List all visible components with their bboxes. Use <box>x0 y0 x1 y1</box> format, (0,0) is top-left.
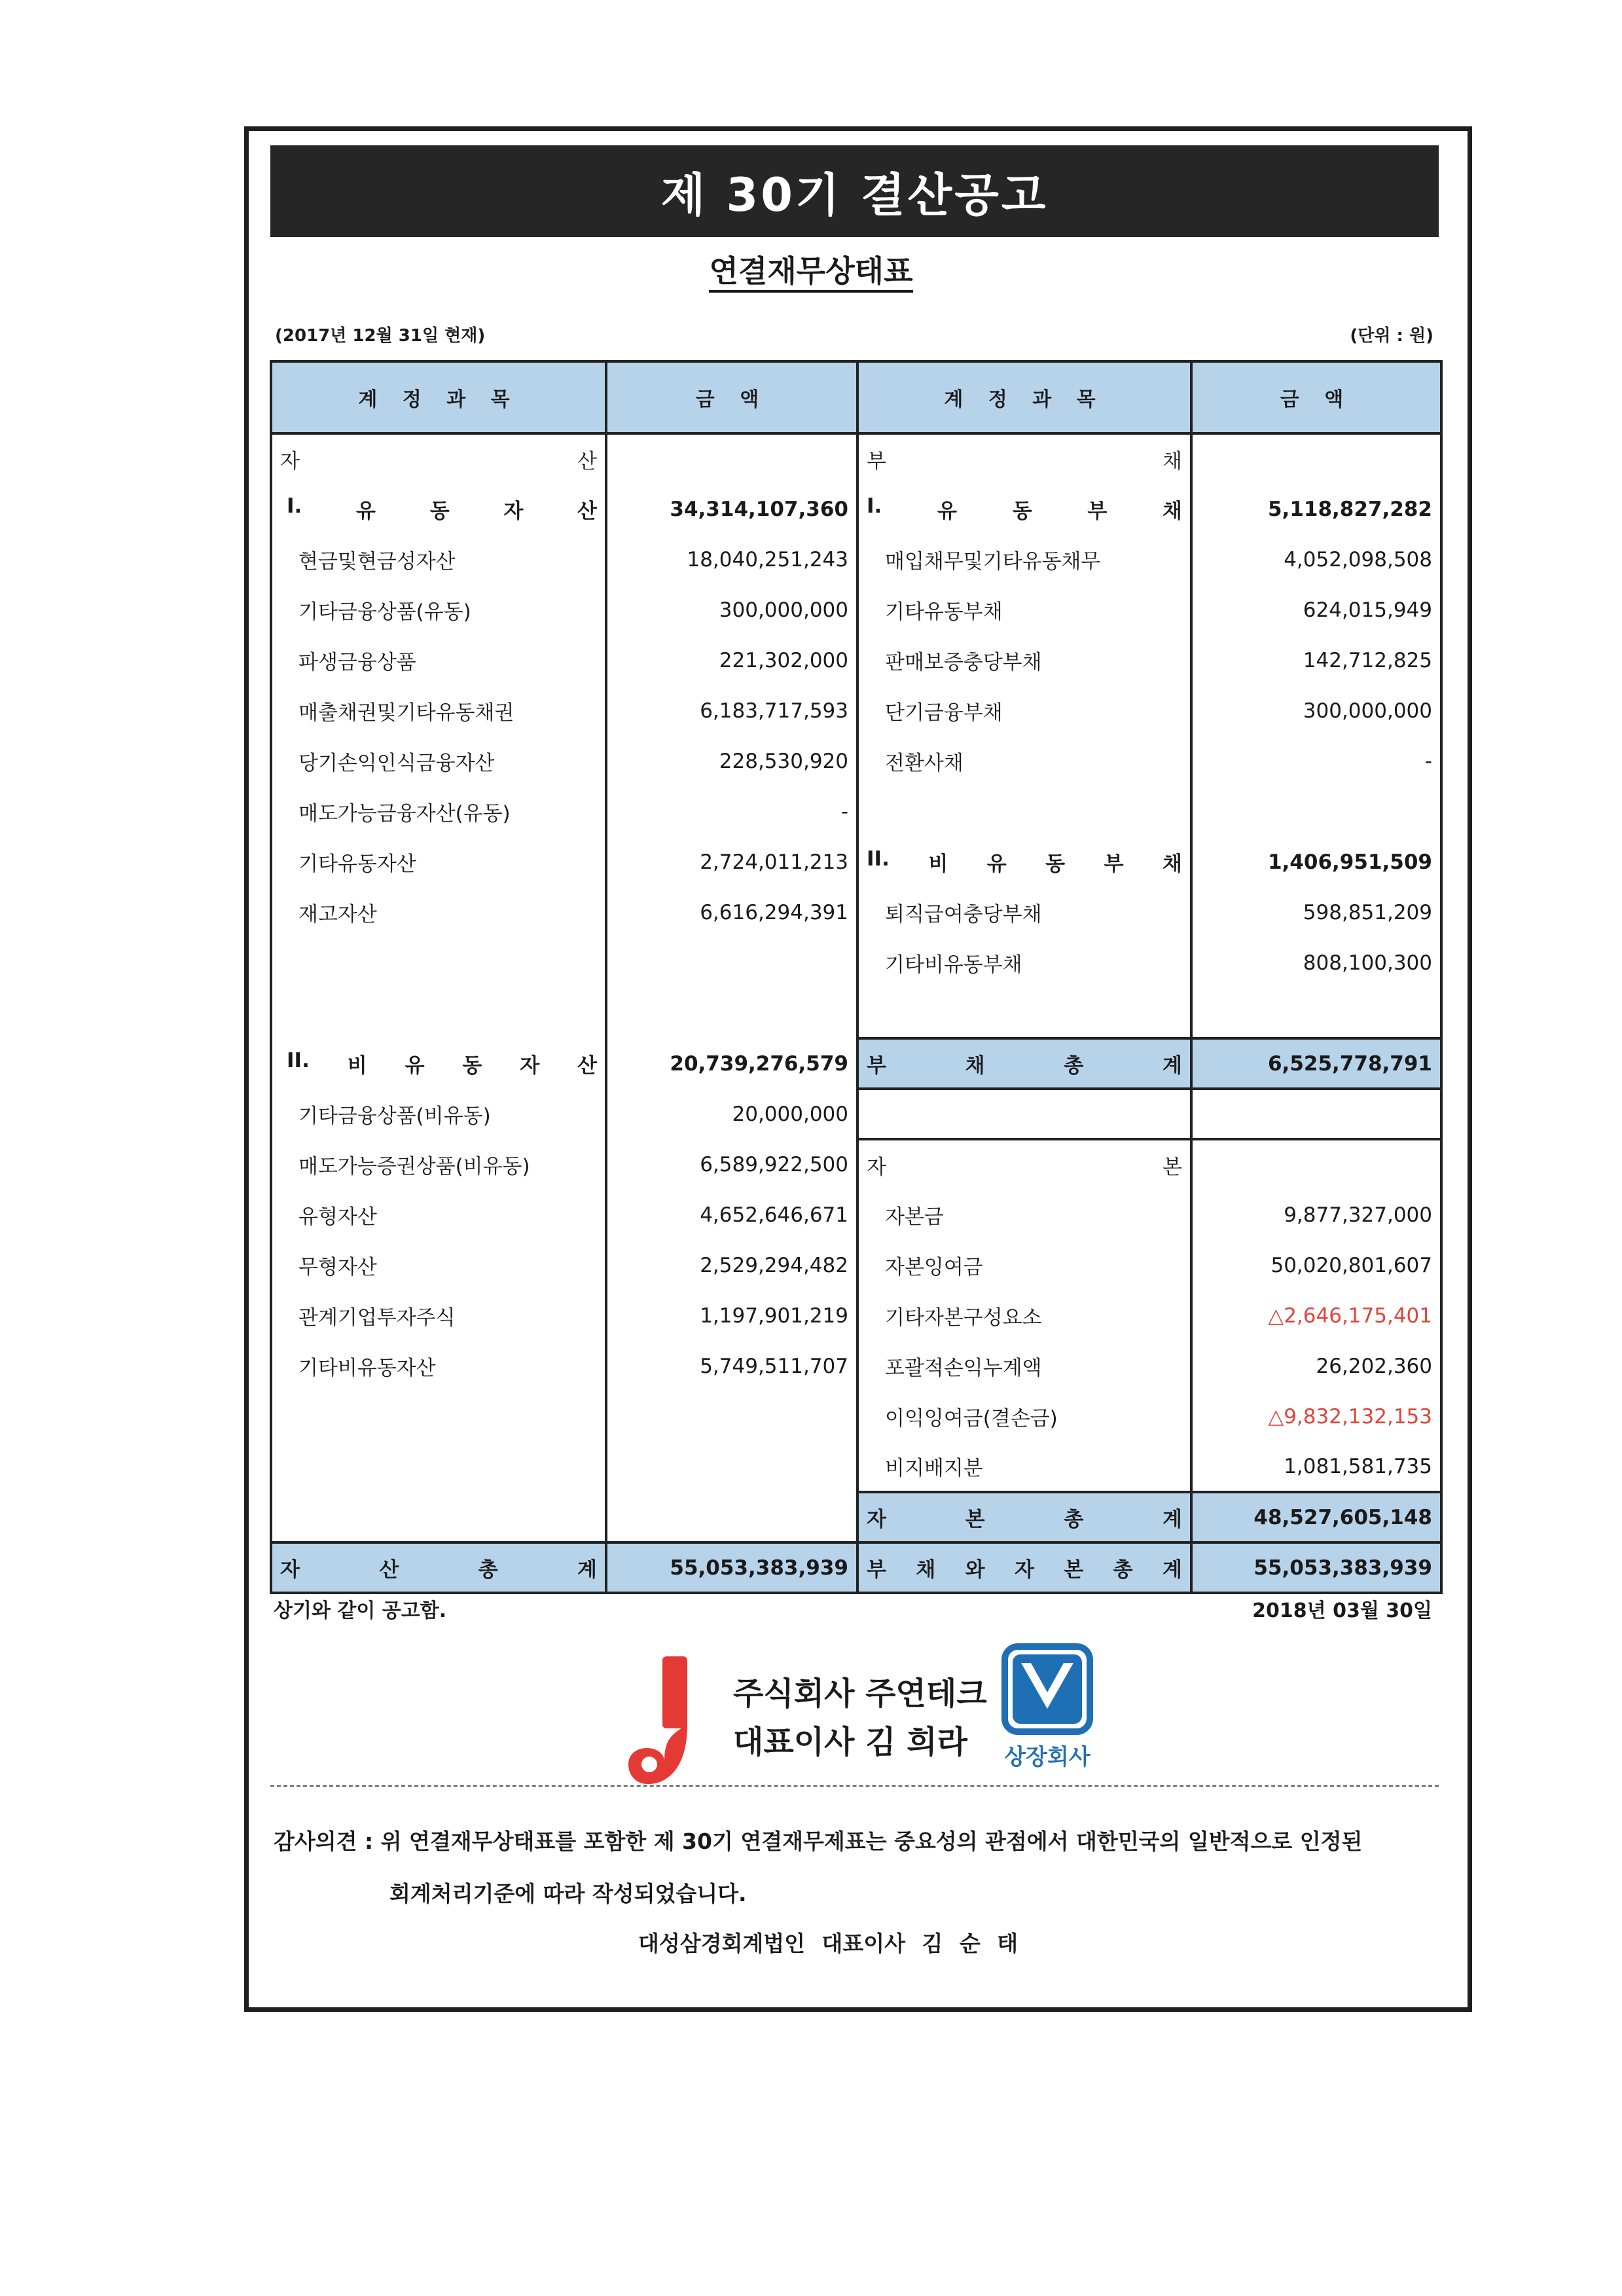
label-char: 산 <box>577 1054 597 1078</box>
table-row <box>271 837 1441 887</box>
asset-item-name: 기타금융상품(유동) <box>271 585 606 635</box>
empty-cell <box>271 1391 606 1442</box>
liability-equity-item-name: 판매보증충당부채 <box>857 635 1191 685</box>
empty-cell <box>606 1391 857 1442</box>
label-char: 자 <box>867 1508 886 1531</box>
empty-cell <box>271 1442 606 1492</box>
label-char: 본 <box>1162 1156 1182 1179</box>
company-block <box>733 1669 987 1766</box>
asset-item-name: 매도가능금융자산(유동) <box>271 786 606 837</box>
liability-equity-item-value: 808,100,300 <box>1191 938 1441 988</box>
empty-cell <box>606 938 857 988</box>
empty-cell <box>606 433 857 484</box>
asset-item-name: 매출채권및기타유동채권 <box>271 685 606 736</box>
label-char: 유 <box>937 500 957 523</box>
asset-item-name: 기타금융상품(비유동) <box>271 1089 606 1139</box>
empty-cell <box>606 1442 857 1492</box>
asset-item-name: 현금및현금성자산 <box>271 534 606 585</box>
table-row <box>271 1542 1441 1593</box>
label-char: I. <box>287 494 302 518</box>
asset-item-name: 재고자산 <box>271 887 606 938</box>
asset-item-value: 6,183,717,593 <box>606 685 857 736</box>
liability-equity-item-name: 기타유동부채 <box>857 585 1191 635</box>
label-char: 비 <box>347 1054 367 1078</box>
liability-equity-item-name: 매입채무및기타유동채무 <box>857 534 1191 585</box>
label-char: 총 <box>1064 1508 1084 1531</box>
unit-note: (단위 : 원) <box>1350 326 1433 346</box>
noncurrent-assets-total: 20,739,276,579 <box>606 1038 857 1089</box>
table-row <box>271 988 1441 1038</box>
label-char: 유 <box>356 500 376 523</box>
auditor-signature: 대성삼경회계법인 대표이사 김 순 태 <box>638 1931 1018 1956</box>
label-char: II. <box>287 1049 310 1072</box>
total-assets-value: 55,053,383,939 <box>606 1542 857 1593</box>
asset-item-value: 6,589,922,500 <box>606 1139 857 1190</box>
liability-equity-item-value: 1,081,581,735 <box>1191 1442 1441 1492</box>
notice-date: 2018년 03월 30일 <box>1252 1599 1432 1622</box>
label-char: 부 <box>867 1054 886 1078</box>
asset-item-value: 20,000,000 <box>606 1089 857 1139</box>
liability-equity-item-name: 비지배지분 <box>857 1442 1191 1492</box>
liability-equity-item-name: 기타자본구성요소 <box>857 1290 1191 1341</box>
asset-item-value: 2,724,011,213 <box>606 837 857 887</box>
liability-equity-item-name: 자본금 <box>857 1190 1191 1240</box>
empty-cell <box>1191 988 1441 1038</box>
table-header-row <box>271 361 1441 433</box>
total-assets-label <box>271 1542 606 1593</box>
table-row <box>271 1139 1441 1190</box>
label-char: 자 <box>867 1156 886 1179</box>
empty-cell <box>1191 786 1441 837</box>
empty-cell <box>271 988 606 1038</box>
label-char: 채 <box>1162 500 1182 523</box>
label-char: 본 <box>965 1508 985 1531</box>
asset-item-name: 기타비유동자산 <box>271 1341 606 1391</box>
total-liabilities-equity-label <box>857 1542 1191 1593</box>
svg-text:상장회사: 상장회사 <box>1004 1744 1090 1770</box>
label-char: 계 <box>577 1558 597 1582</box>
reporting-date: (2017년 12월 31일 현재) <box>275 326 486 346</box>
table-row <box>271 484 1441 534</box>
label-char: 자 <box>520 1054 540 1078</box>
asset-item-value: 5,749,511,707 <box>606 1341 857 1391</box>
table-row <box>271 635 1441 685</box>
liability-equity-item-value: 9,877,327,000 <box>1191 1190 1441 1240</box>
liability-equity-item-value: 142,712,825 <box>1191 635 1441 685</box>
empty-cell <box>606 1492 857 1542</box>
noncurrent-assets-label <box>271 1038 606 1089</box>
asset-item-name: 무형자산 <box>271 1240 606 1290</box>
empty-cell <box>857 786 1191 837</box>
label-char: I. <box>867 494 882 518</box>
label-char: 자 <box>503 500 524 523</box>
table-row <box>271 736 1441 786</box>
asset-item-value: 4,652,646,671 <box>606 1190 857 1240</box>
label-char: 동 <box>1045 852 1066 876</box>
liability-equity-item-value: - <box>1191 736 1441 786</box>
label-char: 자 <box>280 1558 300 1582</box>
liability-equity-item-name: 퇴직급여충당부채 <box>857 887 1191 938</box>
liability-equity-item-value: △2,646,175,401 <box>1191 1290 1441 1341</box>
table-row <box>271 887 1441 938</box>
empty-cell <box>1191 433 1441 484</box>
liability-equity-item-name: 단기금융부채 <box>857 685 1191 736</box>
table-row <box>271 1240 1441 1290</box>
asset-item-value: - <box>606 786 857 837</box>
table-row <box>271 534 1441 585</box>
empty-cell <box>1191 1089 1441 1139</box>
empty-cell <box>857 988 1191 1038</box>
label-char: 채 <box>965 1054 985 1078</box>
table-row <box>271 1341 1441 1391</box>
table-row <box>271 938 1441 988</box>
table-row <box>271 585 1441 635</box>
current-liabilities-label <box>857 484 1191 534</box>
label-char: 본 <box>1064 1558 1084 1582</box>
ceo-name: 대표이사 김 희라 <box>733 1724 967 1760</box>
empty-cell <box>606 988 857 1038</box>
equity-section-label <box>857 1139 1191 1190</box>
label-char: 산 <box>379 1558 399 1582</box>
asset-item-name: 관계기업투자주식 <box>271 1290 606 1341</box>
table-row <box>271 1290 1441 1341</box>
label-char: 부 <box>867 450 886 473</box>
liability-equity-item-value: 50,020,801,607 <box>1191 1240 1441 1290</box>
label-char: 부 <box>867 1558 886 1582</box>
statement-title: 연결재무상태표 <box>0 247 1622 291</box>
current-liabilities-total: 5,118,827,282 <box>1191 484 1441 534</box>
label-char: 자 <box>280 450 300 473</box>
label-char: II. <box>867 847 890 871</box>
header-amount-left: 금 액 <box>606 361 857 433</box>
label-char: 동 <box>1012 500 1032 523</box>
label-char: 비 <box>928 852 948 876</box>
label-char: 총 <box>1113 1558 1133 1582</box>
empty-cell <box>1191 1139 1441 1190</box>
audit-opinion-line2: 회계처리기준에 따라 작성되었습니다. <box>389 1881 747 1906</box>
liability-equity-item-name: 기타비유동부채 <box>857 938 1191 988</box>
liability-equity-item-value: 624,015,949 <box>1191 585 1441 635</box>
label-char: 와 <box>965 1558 985 1582</box>
notice-statement: 상기와 같이 공고함. <box>274 1599 447 1622</box>
table-row <box>271 786 1441 837</box>
liability-equity-item-value: 300,000,000 <box>1191 685 1441 736</box>
balance-sheet-table <box>270 360 1443 1594</box>
page-title: 제 30기 결산공고 <box>270 145 1439 237</box>
table-row <box>271 1442 1441 1492</box>
current-assets-total: 34,314,107,360 <box>606 484 857 534</box>
label-char: 산 <box>577 450 597 473</box>
table-row <box>271 433 1441 484</box>
asset-item-name: 매도가능증권상품(비유동) <box>271 1139 606 1190</box>
label-char: 동 <box>462 1054 482 1078</box>
label-char: 부 <box>1104 852 1124 876</box>
label-char: 자 <box>1014 1558 1034 1582</box>
empty-cell <box>271 1492 606 1542</box>
total-equity-label <box>857 1492 1191 1542</box>
liability-equity-item-value: 598,851,209 <box>1191 887 1441 938</box>
total-liabilities-label <box>857 1038 1191 1089</box>
noncurrent-liabilities-total: 1,406,951,509 <box>1191 837 1441 887</box>
asset-item-name: 유형자산 <box>271 1190 606 1240</box>
company-name: 주식회사 주연테크 <box>733 1675 987 1712</box>
listed-company-seal-icon <box>992 1643 1103 1774</box>
asset-item-value: 2,529,294,482 <box>606 1240 857 1290</box>
asset-item-value: 221,302,000 <box>606 635 857 685</box>
asset-item-name: 파생금융상품 <box>271 635 606 685</box>
total-liabilities-equity-value: 55,053,383,939 <box>1191 1542 1441 1593</box>
asset-item-value: 18,040,251,243 <box>606 534 857 585</box>
asset-item-value: 300,000,000 <box>606 585 857 635</box>
liability-equity-item-name: 이익잉여금(결손금) <box>857 1391 1191 1442</box>
label-char: 부 <box>1087 500 1108 523</box>
table-row <box>271 1089 1441 1139</box>
label-char: 계 <box>1162 1054 1182 1078</box>
label-char: 유 <box>986 852 1007 876</box>
asset-item-value: 6,616,294,391 <box>606 887 857 938</box>
audit-opinion-line1: 감사의견 : 위 연결재무상태표를 포함한 제 30기 연결재무제표는 중요성의 관점에서 대한민국의 일반적으로 인정된 <box>274 1829 1363 1854</box>
table-row <box>271 1038 1441 1089</box>
liability-equity-item-value: 26,202,360 <box>1191 1341 1441 1391</box>
header-account-right: 계 정 과 목 <box>857 361 1191 433</box>
company-logo-icon <box>628 1656 700 1787</box>
total-liabilities-value: 6,525,778,791 <box>1191 1038 1441 1089</box>
table-row <box>271 1190 1441 1240</box>
liability-equity-item-value: 4,052,098,508 <box>1191 534 1441 585</box>
empty-cell <box>857 1089 1191 1139</box>
divider <box>270 1785 1439 1787</box>
label-char: 동 <box>429 500 450 523</box>
liability-equity-item-name: 포괄적손익누계액 <box>857 1341 1191 1391</box>
asset-item-value: 1,197,901,219 <box>606 1290 857 1341</box>
current-assets-label <box>271 484 606 534</box>
table-row <box>271 1492 1441 1542</box>
header-account-left: 계 정 과 목 <box>271 361 606 433</box>
asset-item-value: 228,530,920 <box>606 736 857 786</box>
label-char: 계 <box>1162 1558 1182 1582</box>
table-row <box>271 685 1441 736</box>
label-char: 채 <box>916 1558 936 1582</box>
assets-section-label <box>271 433 606 484</box>
liability-equity-item-name: 전환사채 <box>857 736 1191 786</box>
asset-item-name: 당기손익인식금융자산 <box>271 736 606 786</box>
header-amount-right: 금 액 <box>1191 361 1441 433</box>
liability-equity-item-value: △9,832,132,153 <box>1191 1391 1441 1442</box>
label-char: 채 <box>1162 450 1182 473</box>
label-char: 채 <box>1162 852 1182 876</box>
noncurrent-liabilities-label <box>857 837 1191 887</box>
total-equity-value: 48,527,605,148 <box>1191 1492 1441 1542</box>
label-char: 유 <box>405 1054 425 1078</box>
label-char: 총 <box>478 1558 498 1582</box>
empty-cell <box>271 938 606 988</box>
label-char: 총 <box>1064 1054 1084 1078</box>
label-char: 계 <box>1162 1508 1182 1531</box>
table-row <box>271 1391 1441 1442</box>
liabilities-section-label <box>857 433 1191 484</box>
liability-equity-item-name: 자본잉여금 <box>857 1240 1191 1290</box>
label-char: 산 <box>577 500 597 523</box>
asset-item-name: 기타유동자산 <box>271 837 606 887</box>
